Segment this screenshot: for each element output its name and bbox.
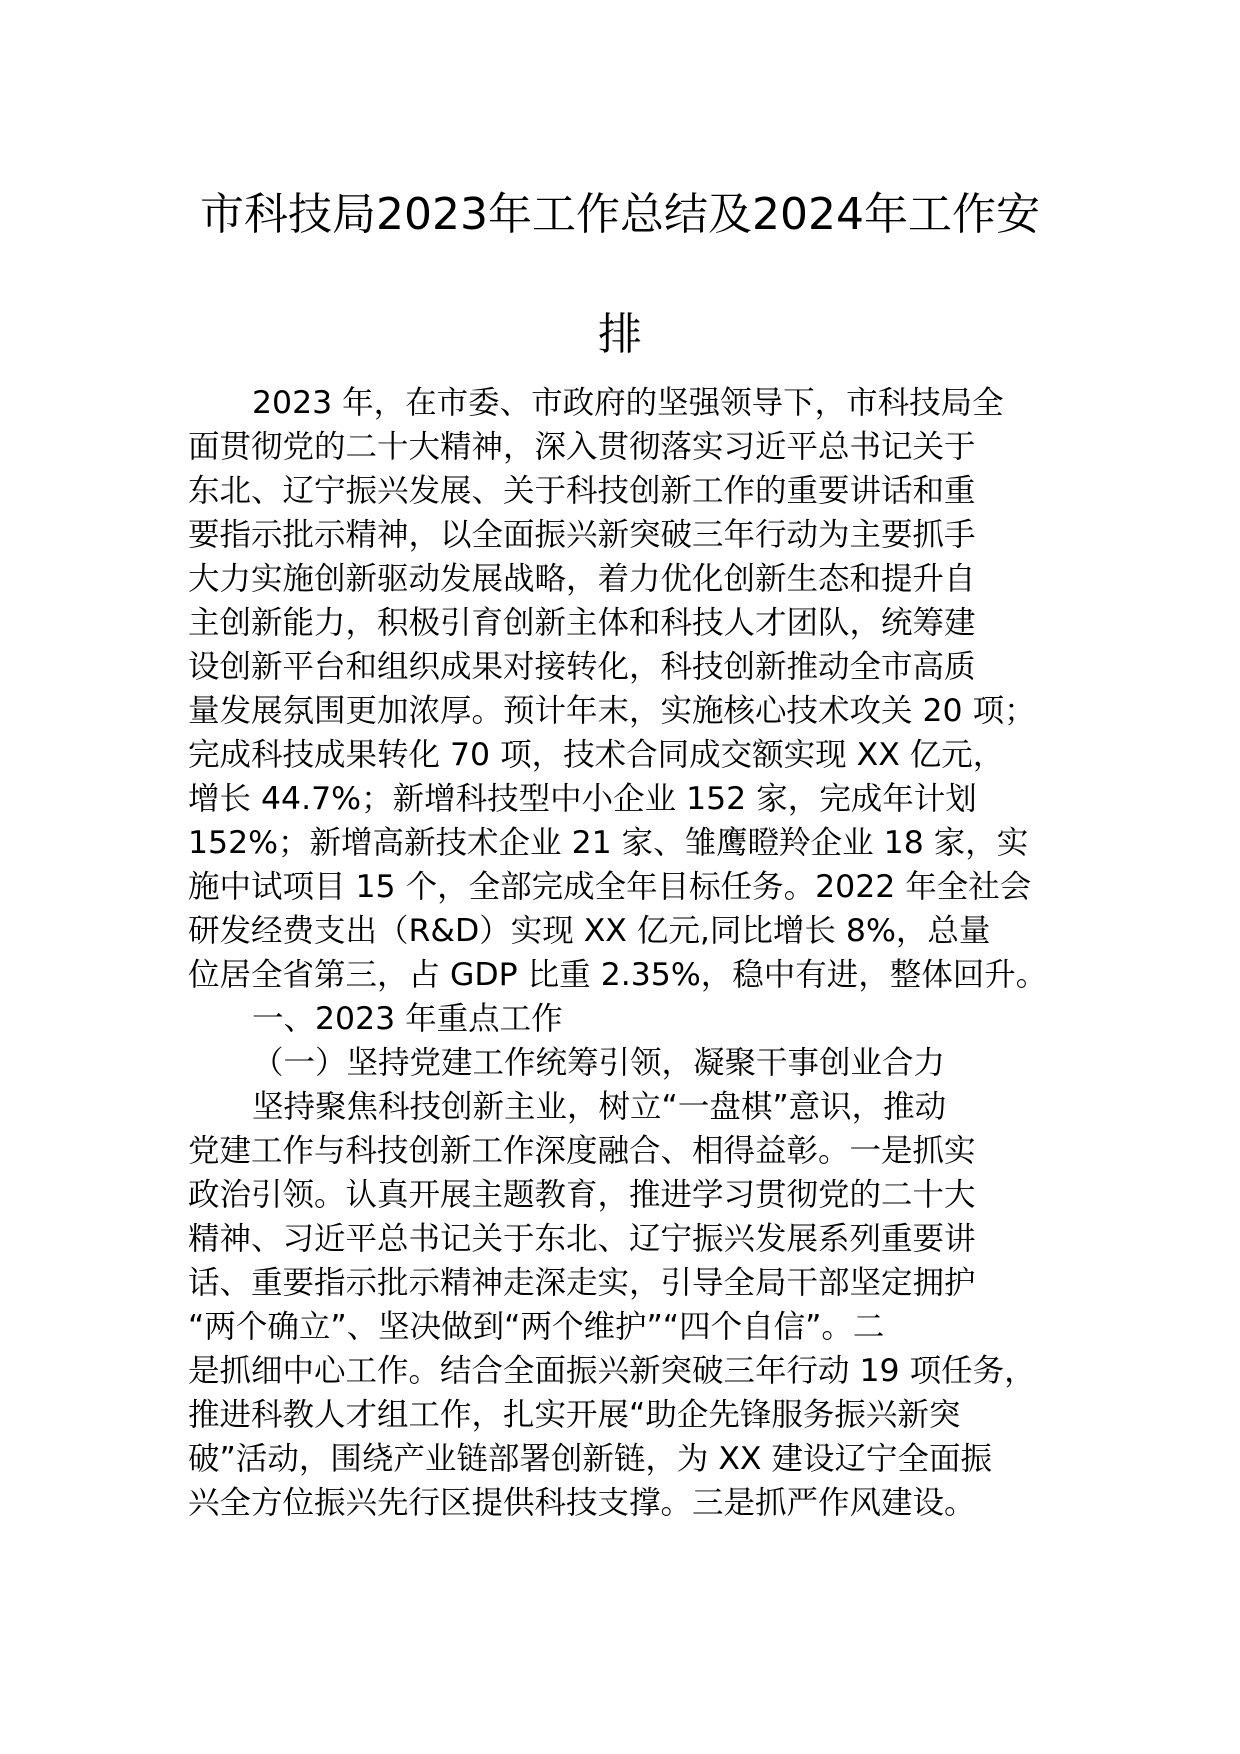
body-text-line: 坚持聚焦科技创新主业，树立“一盘棋”意识，推动 bbox=[252, 1089, 947, 1125]
body-text-line: 要指示批示精神，以全面振兴新突破三年行动为主要抓手 bbox=[188, 517, 976, 553]
body-text-line: 2023 年，在市委、市政府的坚强领导下，市科技局全 bbox=[252, 385, 1004, 421]
body-text-line: 研发经费支出（R&D）实现 XX 亿元,同比增长 8%，总量 bbox=[188, 913, 991, 949]
body-text-line: 设创新平台和组织成果对接转化，科技创新推动全市高质 bbox=[188, 649, 976, 685]
document-title-line-2: 排 bbox=[598, 309, 642, 360]
body-text-line: 东北、辽宁振兴发展、关于科技创新工作的重要讲话和重 bbox=[188, 473, 976, 509]
body-text-line: 大力实施创新驱动发展战略，着力优化创新生态和提升自 bbox=[188, 561, 976, 597]
body-text-line: 完成科技成果转化 70 项，技术合同成交额实现 XX 亿元， bbox=[188, 737, 1005, 773]
subsection-heading: （一）坚持党建工作统筹引领，凝聚干事创业合力 bbox=[252, 1045, 946, 1081]
body-text-line: 推进科教人才组工作，扎实开展“助企先锋服务振兴新突 bbox=[188, 1397, 961, 1433]
body-text-line: 政治引领。认真开展主题教育，推进学习贯彻党的二十大 bbox=[188, 1177, 976, 1213]
body-text-line: 破”活动，围绕产业链部署创新链，为 XX 建设辽宁全面振 bbox=[188, 1441, 993, 1477]
body-text-line: 量发展氛围更加浓厚。预计年末，实施核心技术攻关 20 项； bbox=[188, 693, 1036, 729]
body-text-line: 主创新能力，积极引育创新主体和科技人才团队，统筹建 bbox=[188, 605, 976, 641]
body-text-line: 精神、习近平总书记关于东北、辽宁振兴发展系列重要讲 bbox=[188, 1221, 976, 1257]
section-heading: 一、2023 年重点工作 bbox=[252, 1001, 563, 1037]
body-text-line: 兴全方位振兴先行区提供科技支撑。三是抓严作风建设。 bbox=[188, 1485, 976, 1521]
body-text-line: “两个确立”、坚决做到“两个维护”“四个自信”。二 bbox=[188, 1309, 885, 1345]
body-text-line: 152%；新增高新技术企业 21 家、雏鹰瞪羚企业 18 家，实 bbox=[188, 825, 1029, 861]
document-title-line-1: 市科技局2023年工作总结及2024年工作安 bbox=[200, 189, 1040, 240]
body-text-line: 党建工作与科技创新工作深度融合、相得益彰。一是抓实 bbox=[188, 1133, 976, 1169]
body-text-line: 增长 44.7%；新增科技型中小企业 152 家，完成年计划 bbox=[188, 781, 977, 817]
body-text-line: 话、重要指示批示精神走深走实，引导全局干部坚定拥护 bbox=[188, 1265, 976, 1301]
body-text-line: 面贯彻党的二十大精神，深入贯彻落实习近平总书记关于 bbox=[188, 429, 976, 465]
body-text-line: 位居全省第三，占 GDP 比重 2.35%，稳中有进，整体回升。 bbox=[188, 957, 1048, 993]
body-text-line: 施中试项目 15 个，全部完成全年目标任务。2022 年全社会 bbox=[188, 869, 1032, 905]
body-text-line: 是抓细中心工作。结合全面振兴新突破三年行动 19 项任务， bbox=[188, 1353, 1036, 1389]
